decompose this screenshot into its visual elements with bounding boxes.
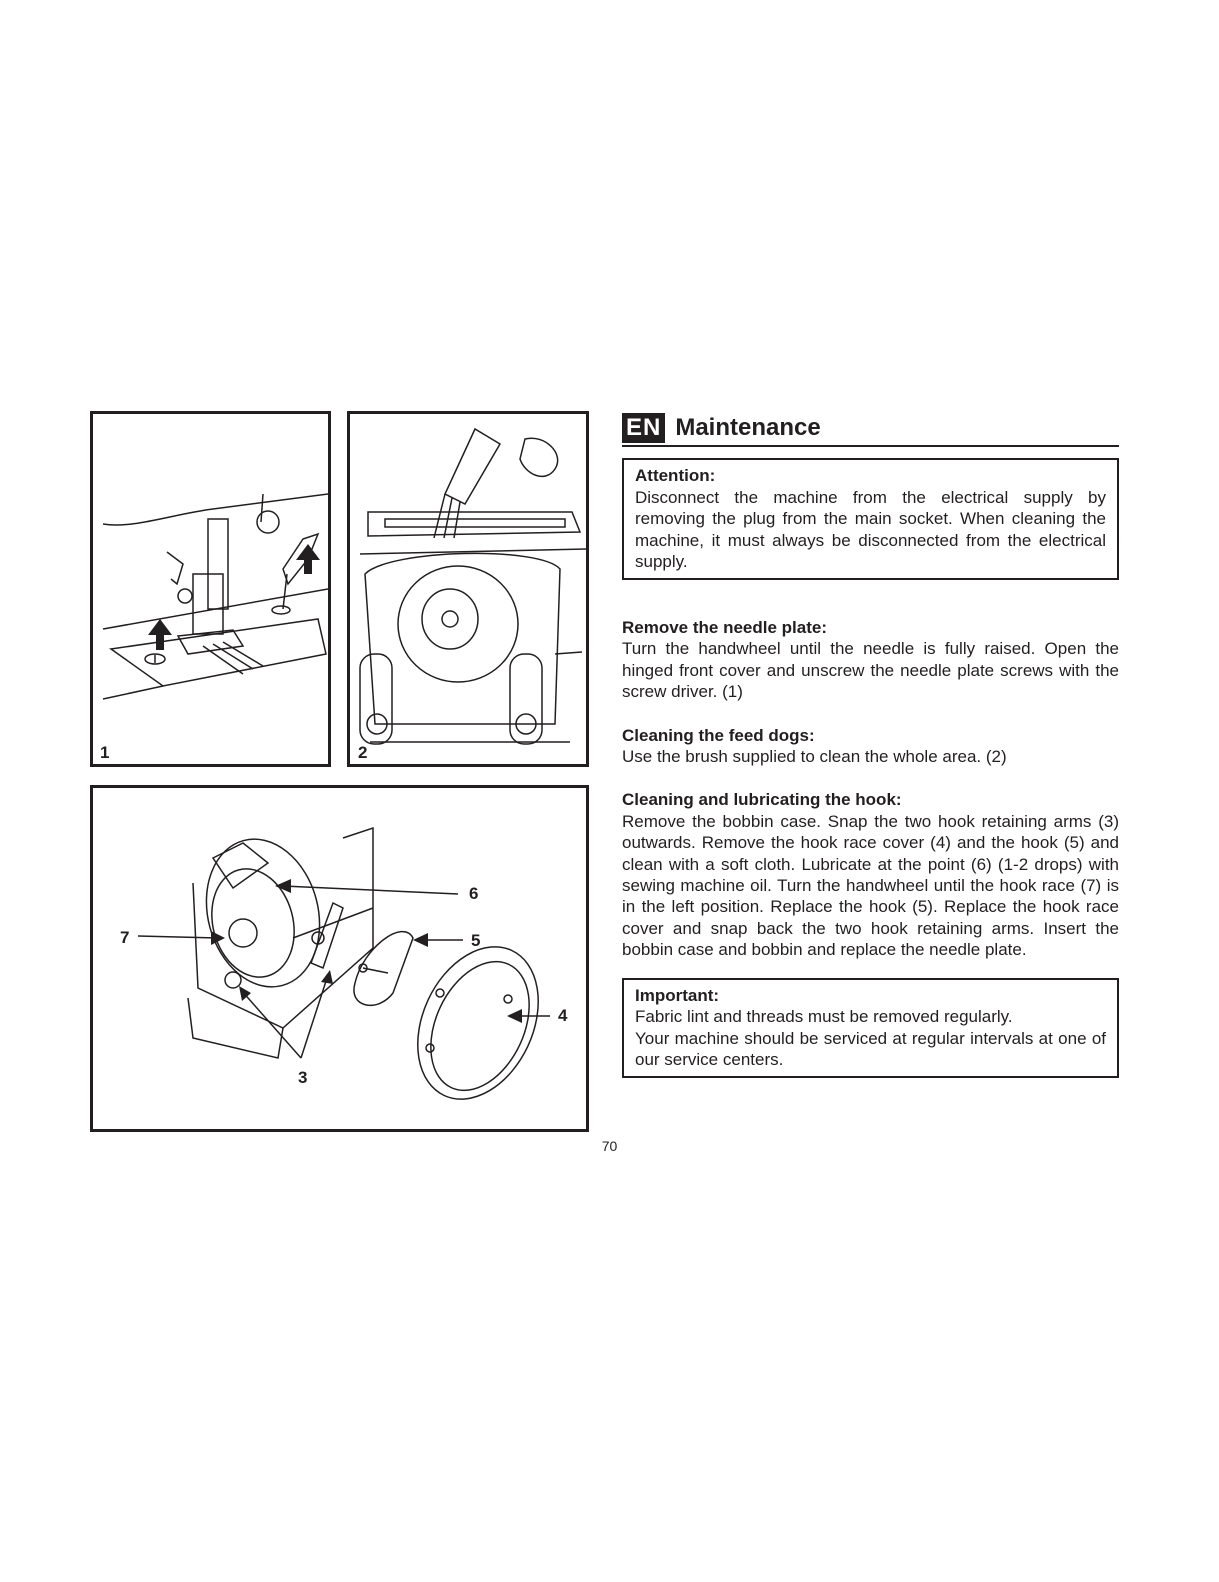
section-text: Turn the handwheel until the needle is fully raised. Open the hinged front cover and unscrew the needle plate screws with the screw driver. (1) [622,639,1119,702]
presser-foot-needle-plate-illustration [93,414,328,764]
page-title: Maintenance [675,414,821,441]
callout-3: 3 [298,1068,308,1087]
callout-6: 6 [469,884,479,903]
language-badge: EN [622,413,665,443]
callout-5: 5 [471,931,481,950]
callout-4: 4 [558,1006,568,1025]
section-heading [622,410,1119,447]
section-cleaning-hook [622,789,1119,960]
attention-text: Disconnect the machine from the electrical supply by removing the plug from the main socket. When cleaning the machine, it must always be disconnected from the electrical supply. [635,487,1106,572]
figure-number: 1 [100,743,110,762]
figure-3 [90,785,589,1132]
section-text: Remove the bobbin case. Snap the two hook retaining arms (3) outwards. Remove the hook race cover (4) and the hook (5) and clean with a soft cloth. Lubricate at the point (6) (1-2 drops) with sewing machine oil. Turn the handwheel until the hook race (7) is in the left position. Replace the hook (5). Replace the hook race cover and snap back the two hook retaining arms. Insert the bobbin case and bobbin and replace the needle plate. [622,811,1119,960]
section-label: Remove the needle plate: [622,617,828,637]
figure-2 [347,411,589,767]
attention-box [622,458,1119,580]
attention-label: Attention: [635,466,716,485]
section-cleaning-feed-dogs [622,725,1119,768]
section-remove-needle-plate [622,617,1119,703]
section-label: Cleaning and lubricating the hook: [622,790,902,810]
important-line-2: Your machine should be serviced at regular intervals at one of our service centers. [635,1028,1106,1070]
important-box [622,978,1119,1078]
page-number: 70 [601,1138,618,1154]
important-line-1: Fabric lint and threads must be removed regularly. [635,1007,1013,1027]
callout-7: 7 [120,928,130,947]
hook-assembly-exploded-illustration [93,788,586,1129]
section-text: Use the brush supplied to clean the whole area. (2) [622,747,1007,766]
text-column [622,410,1119,1078]
figure-1 [90,411,331,767]
important-label: Important: [635,985,720,1005]
section-label: Cleaning the feed dogs: [622,725,815,745]
brush-cleaning-feed-dogs-illustration [350,414,586,764]
figure-number: 2 [358,743,368,762]
